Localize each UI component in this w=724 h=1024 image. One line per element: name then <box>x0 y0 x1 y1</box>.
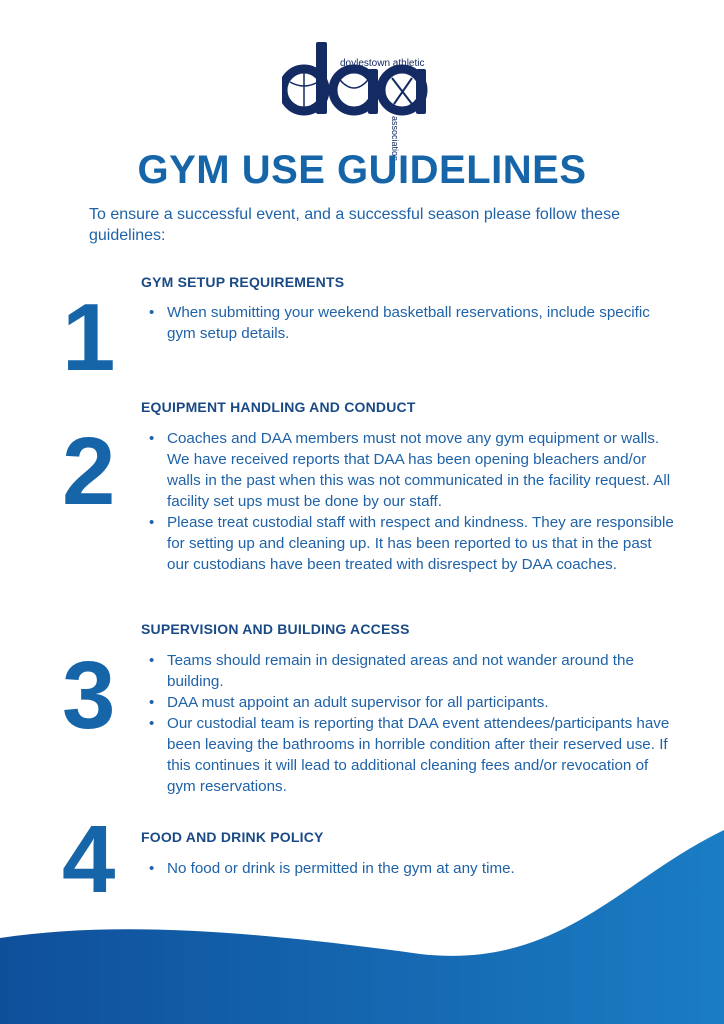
section-title: EQUIPMENT HANDLING AND CONDUCT <box>141 399 416 415</box>
bullet-list <box>145 428 675 575</box>
daa-logo <box>282 40 452 162</box>
list-item: • Teams should remain in designated areas and not wander around the building. <box>149 652 634 690</box>
section-title: GYM SETUP REQUIREMENTS <box>141 274 345 290</box>
bullet-list <box>145 302 675 344</box>
section-title: SUPERVISION AND BUILDING ACCESS <box>141 621 410 637</box>
section-number: 4 <box>62 806 116 913</box>
daa-logo-mark <box>282 40 452 120</box>
intro-text: To ensure a successful event, and a successful season please follow these guidelines: <box>89 206 620 244</box>
bullet-list <box>145 650 675 797</box>
list-item: • Coaches and DAA members must not move any gym equipment or walls. We have received reports that DAA has been opening bleachers and/or walls in the past when this was not communicated in the facility request. All facility set ups must be done by our staff. <box>149 430 671 510</box>
list-item: • When submitting your weekend basketball reservations, include specific gym setup details. <box>149 304 650 342</box>
page-title: GYM USE GUIDELINES <box>137 148 587 192</box>
section-number: 3 <box>62 642 116 749</box>
section-number: 2 <box>62 418 116 525</box>
section-number: 1 <box>62 284 116 391</box>
section-title: FOOD AND DRINK POLICY <box>141 829 324 845</box>
logo-text-line2: association <box>390 116 400 162</box>
list-item: • Our custodial team is reporting that DAA event attendees/participants have been leaving the bathrooms in horrible condition after their reserved use. If this continues it will lead to additional cleaning fees and/or revocation of gym reservations. <box>149 715 670 795</box>
list-item: • Please treat custodial staff with respect and kindness. They are responsible for setting up and cleaning up. It has been reported to us that in the past our custodians have been treated with disrespect by DAA coaches. <box>149 514 674 573</box>
logo-text-line1: doylestown athletic <box>340 58 425 69</box>
list-item: • DAA must appoint an adult supervisor for all participants. <box>149 694 549 711</box>
bullet-list <box>145 858 675 879</box>
list-item: • No food or drink is permitted in the gym at any time. <box>149 860 515 877</box>
